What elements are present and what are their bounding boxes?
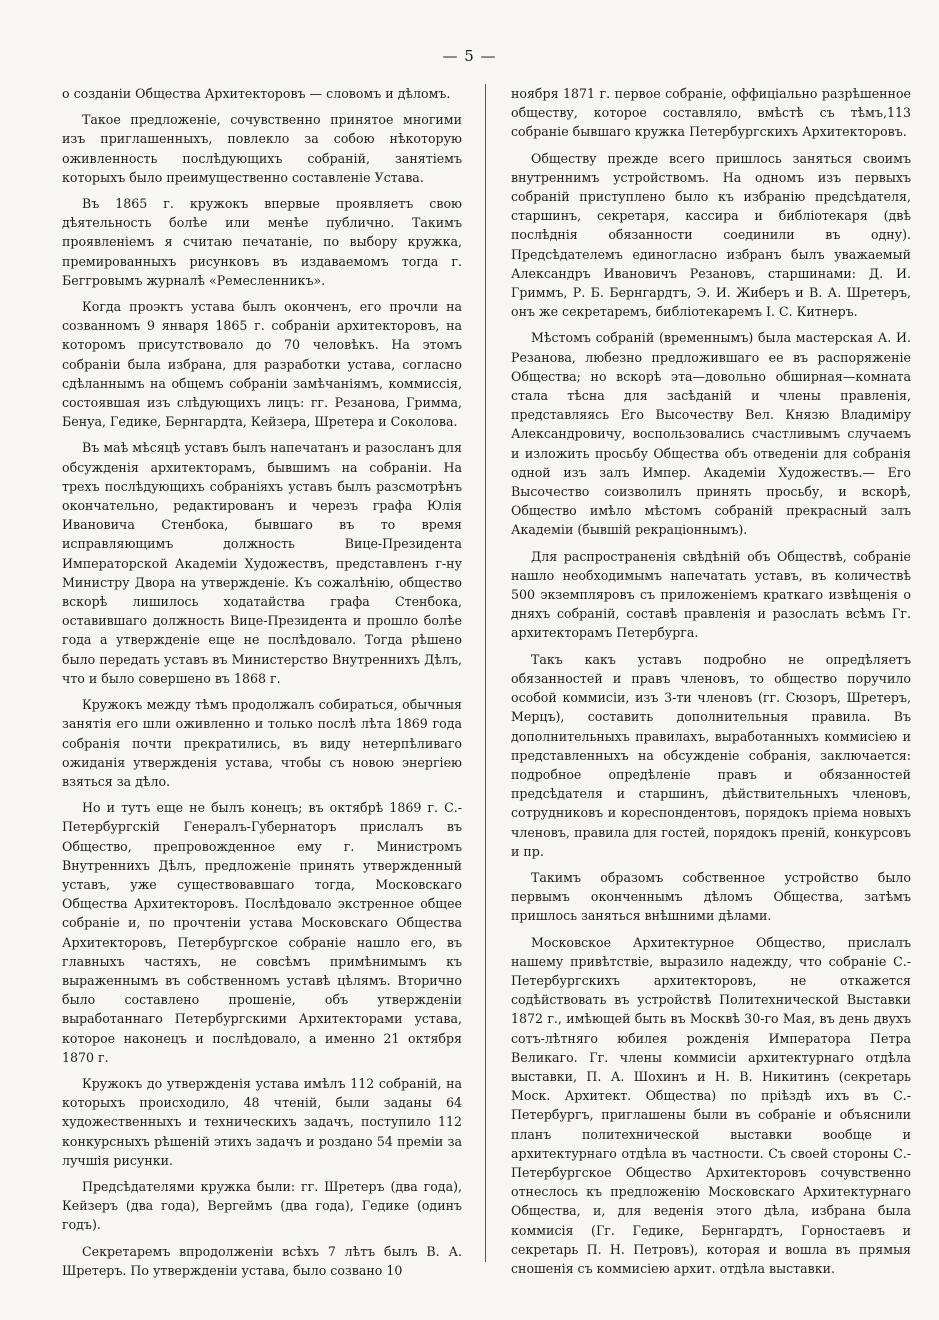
paragraph: Обществу прежде всего пришлось заняться своимъ внутреннимъ устройствомъ. На одномъ изъ первыхъ собраній приступлено было къ избранію предсѣдателя, старшинъ, секретаря, кассира и библіотекаря (двѣ послѣднія обязанности соединили въ одну). Предсѣдателемъ единогласно избранъ былъ уважаемый Александръ Ивановичъ Резановъ, старшинами: Д. И. Гриммъ, Р. Б. Бернгардтъ, Э. И. Жиберъ и В. А. Шретеръ, онъ же секретаремъ, библіотекаремъ І. С. Китнеръ. [511, 150, 911, 320]
paragraph: Для распространенія свѣдѣній объ Обществѣ, собраніе нашло необходимымъ напечатать уставъ, въ количествѣ 500 экземпляровъ съ приложеніемъ краткаго извѣщенія о дняхъ собраній, составѣ правленія и разослать всѣмъ Гг. архитекторамъ Петербурга. [511, 548, 911, 641]
paragraph: Такое предложеніе, сочувственно принятое многими изъ приглашенныхъ, повлекло за собою нѣкоторую оживленность послѣдующихъ собраній, занятіемъ которыхъ было преимущественно составленіе Устава. [62, 112, 462, 185]
paragraph: Въ 1865 г. кружокъ впервые проявляетъ свою дѣятельность болѣе или менѣе публично. Такимъ проявленіемъ я считаю печатаніе, по выбору кружка, премированныхъ рисунковъ въ издаваемомъ тогда г. Беггровымъ журналѣ «Ремесленникъ». [62, 196, 462, 288]
left-column [62, 84, 462, 1287]
paragraph: о созданіи Общества Архитекторовъ — словомъ и дѣломъ. [62, 86, 451, 101]
paragraph: Предсѣдателями кружка были: гг. Шретеръ (два года), Кейзеръ (два года), Вергеймъ (два года), Гедике (одинъ годъ). [62, 1178, 462, 1233]
paragraph: Кружокъ между тѣмъ продолжалъ собираться, обычныя занятія его шли оживленно и только послѣ лѣта 1869 года собранія почти прекратились, въ виду нетерпѣливаго ожиданія утвержденія устава, чтобы съ новою энергіею взяться за дѣло. [62, 697, 462, 789]
paragraph: Кружокъ до утвержденія устава имѣлъ 112 собраній, на которыхъ происходило, 48 чтеній, были заданы 64 художественныхъ и техническихъ задачъ, поступило 112 конкурсныхъ рѣшеній этихъ задачъ и роздано 54 преміи за лучшія рисунки. [62, 1075, 462, 1168]
paragraph: Такъ какъ уставъ подробно не опредѣляетъ обязанностей и правъ членовъ, то общество поручило особой коммисіи, изъ 3-ти членовъ (гг. Сюзоръ, Шретеръ, Мерцъ), составить дополнительныя правила. Въ дополнительныхъ правилахъ, выработанныхъ коммисіею и представленныхъ на обсужденіе собранія, заключается: подробное опредѣленіе правъ и обязанностей предсѣдателя и старшинъ, дѣйствительныхъ членовъ, сотрудниковъ и кореспондентовъ, порядокъ пріема новыхъ членовъ, правила для гостей, порядокъ преній, конкурсовъ и пр. [511, 651, 911, 859]
paragraph: Мѣстомъ собраній (временнымъ) была мастерская А. И. Резанова, любезно предложившаго ее въ распоряженіе Общества; но вскорѣ эта—довольно обширная—комната стала тѣсна для засѣданій и члены правленія, представляясь Его Высочеству Вел. Князю Владиміру Александровичу, воспользовались счастливымъ случаемъ и изложить просьбу Общества объ отведеніи для собранія одной изъ залъ Импер. Академіи Художествъ.— Его Высочество соизволилъ принять просьбу, и вскорѣ, Общество имѣло мѣстомъ собраній прекрасный залъ Академіи (бывшій рекраціоннымъ). [511, 330, 911, 538]
column-divider [485, 84, 486, 1262]
paragraph: Секретаремъ впродолженіи всѣхъ 7 лѣтъ былъ В. А. Шретеръ. По утвержденіи устава, было созвано 10 [62, 1243, 462, 1278]
paragraph: ноября 1871 г. первое собраніе, оффиціально разрѣшенное обществу, которое составляло, вмѣстѣ съ тѣмъ,113 собраніе бывшаго кружка Петербургскихъ Архитекторовъ. [511, 86, 911, 140]
right-column [511, 84, 911, 1285]
page-number: — 5 — [442, 47, 497, 65]
paragraph: Но и тутъ еще не былъ конецъ; въ октябрѣ 1869 г. С.-Петербургскій Генералъ-Губернаторъ прислалъ въ Общество, препровожденное ему г. Министромъ Внутреннихъ Дѣлъ, предложеніе принять утвержденный уставъ, уже существовавшаго тогда, Московскаго Общества Архитекторовъ. Послѣдовало экстренное общее собраніе и, по прочтеніи устава Московскаго Общества Архитекторовъ, Петербургское собраніе нашло его, въ главныхъ частяхъ, не совсѣмъ примѣнимымъ къ выраженнымъ въ собственномъ уставѣ цѣлямъ. Вторично было составлено прошеніе, объ утвержденіи выработаннаго Петербургскими Архитекторами устава, которое наконецъ и послѣдовало, а именно 21 октября 1870 г. [62, 800, 462, 1065]
paragraph: Московское Архитектурное Общество, прислалъ нашему привѣтствіе, выразило надежду, что собраніе С.-Петербургскихъ архитекторовъ, не откажется содѣйствовать въ устройствѣ Политехнической Выставки 1872 г., имѣющей быть въ Москвѣ 30-го Мая, въ день двухъ сотъ-лѣтняго юбилея рожденія Императора Петра Великаго. Гг. члены коммисіи архитектурнаго отдѣла выставки, П. А. Шохинъ и Н. В. Никитинъ (секретарь Моск. Архитект. Общества) по пріѣздѣ ихъ въ С.-Петербургъ, приглашены были въ собраніе и объяснили планъ политехнической выставки вообще и архитектурнаго отдѣла въ частности. Съ своей стороны С.-Петербургское Общество Архитекторовъ сочувственно отнеслось къ предложенію Московскаго Архитектурнаго Общества, и, для веденія этого дѣла, избрана была коммисія (Гг. Гедике, Бернгардтъ, Горностаевъ и секретарь П. Н. Петровъ), которая и вошла въ прямыя сношенія съ коммисіею архит. отдѣла выставки. [511, 934, 911, 1276]
paragraph: Когда проэктъ устава былъ оконченъ, его прочли на созванномъ 9 января 1865 г. собраніи архитекторовъ, на которомъ присутствовало до 70 человѣкъ. На этомъ собраніи была избрана, для разработки устава, согласно сдѣланнымъ на общемъ собраніи замѣчаніямъ, коммиссія, состоявшая изъ слѣдующихъ лицъ: гг. Резанова, Гримма, Бенуа, Гедике, Бернгардта, Кейзера, Шретера и Соколова. [62, 299, 462, 430]
paragraph: Въ маѣ мѣсяцѣ уставъ былъ напечатанъ и разосланъ для обсужденія архитекторамъ, бывшимъ на собраніи. На трехъ послѣдующихъ собраніяхъ уставъ былъ разсмотрѣнъ окончательно, редактированъ и черезъ графа Юлія Ивановича Стенбока, бывшаго въ то время исправляющимъ должность Вице-Президента Императорской Академіи Художествъ, представленъ г-ну Министру Двора на утвержденіе. Къ сожалѣнію, общество вскорѣ лишилось ходатайства графа Стенбока, оставившаго должность Вице-Президента и прошло болѣе года а утвержденіе еще не послѣдовало. Тогда рѣшено было передать уставъ въ Министерство Внутреннихъ Дѣлъ, что и было совершено въ 1868 г. [62, 440, 462, 686]
paragraph: Такимъ образомъ собственное устройство было первымъ оконченнымъ дѣломъ Общества, затѣмъ пришлось заняться внѣшними дѣлами. [511, 869, 911, 924]
